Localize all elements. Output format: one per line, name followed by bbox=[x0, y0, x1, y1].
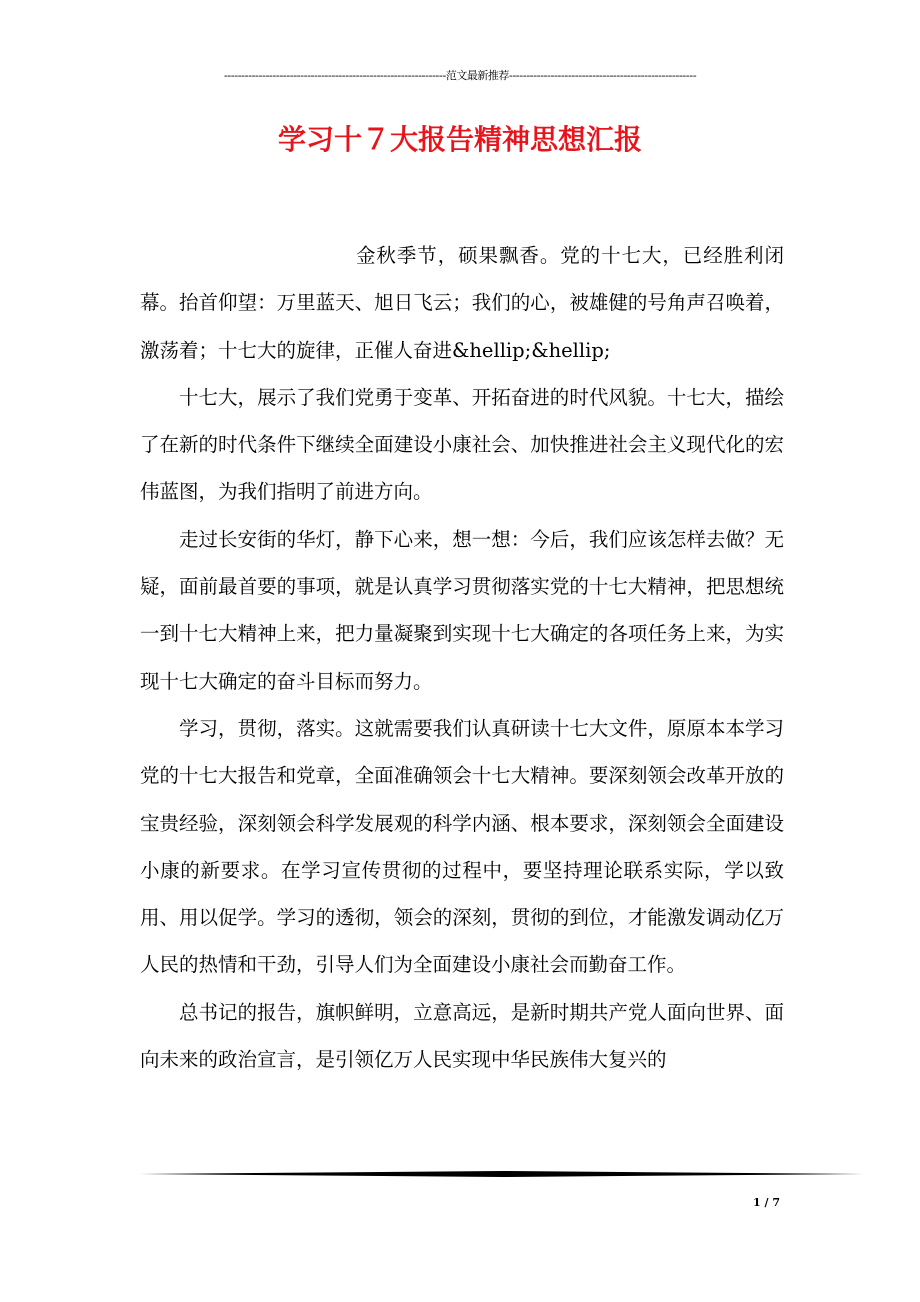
paragraph-1: 金秋季节，硕果飘香。党的十七大，已经胜利闭幕。抬首仰望：万里蓝天、旭日飞云；我们的心，被雄健的号角声召唤着，激荡着；十七大的旋律，正催人奋进&hellip;&hellip; bbox=[140, 244, 784, 362]
paragraph-4: 学习，贯彻，落实。这就需要我们认真研读十七大文件，原原本本学习党的十七大报告和党章，全面准确领会十七大精神。要深刻领会改革开放的宝贵经验，深刻领会科学发展观的科学内涵、根本要求，深刻领会全面建设小康的新要求。在学习宣传贯彻的过程中，要坚持理论联系实际，学以致用、用以促学。学习的透彻，领会的深刻，贯彻的到位，才能激发调动亿万人民的热情和干劲，引导人们为全面建设小康社会而勤奋工作。 bbox=[140, 716, 784, 977]
paragraph-3: 走过长安街的华灯，静下心来，想一想：今后，我们应该怎样去做？无疑，面前最首要的事项，就是认真学习贯彻落实党的十七大精神，把思想统一到十七大精神上来，把力量凝聚到实现十七大确定的各项任务上来，为实现十七大确定的奋斗目标而努力。 bbox=[140, 527, 784, 693]
page-header: ----------------------------------------------------------------范文最新推荐------------------------------------------------------ bbox=[223, 69, 697, 82]
paragraph-5: 总书记的报告，旗帜鲜明，立意高远，是新时期共产党人面向世界、面向未来的政治宣言，是引领亿万人民实现中华民族伟大复兴的 bbox=[140, 1000, 784, 1072]
page-number: 1 / 7 bbox=[753, 1196, 780, 1209]
footer-divider bbox=[140, 1170, 864, 1178]
paragraph-2: 十七大，展示了我们党勇于变革、开拓奋进的时代风貌。十七大，描绘了在新的时代条件下继续全面建设小康社会、加快推进社会主义现代化的宏伟蓝图，为我们指明了前进方向。 bbox=[140, 385, 784, 504]
document-body bbox=[140, 232, 784, 1083]
document-title: 学习十７大报告精神思想汇报 bbox=[277, 123, 642, 156]
